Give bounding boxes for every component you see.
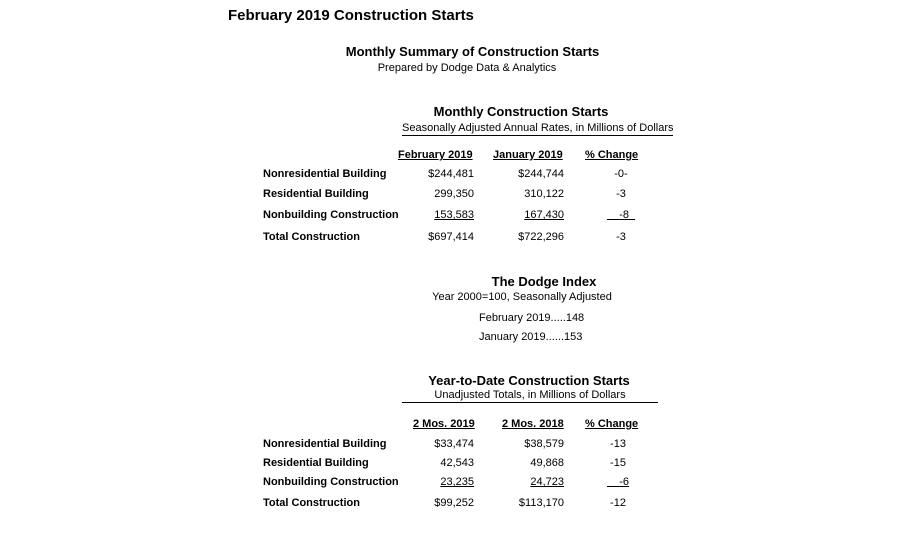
row-label: Nonresidential Building [263, 438, 387, 450]
row-value-current: $33,474 [434, 438, 474, 450]
ytd-header-current: 2 Mos. 2019 [413, 418, 475, 430]
page-title: February 2019 Construction Starts [228, 7, 474, 24]
row-value-previous: 24,723 [530, 476, 564, 488]
row-pct-change: -6 [619, 476, 629, 488]
row-value-previous: 167,430 [524, 209, 564, 221]
dodge-index-current: February 2019.....148 [479, 312, 585, 324]
monthly-title: Monthly Construction Starts [433, 104, 609, 119]
row-value-previous: $113,170 [518, 497, 564, 509]
row-label: Residential Building [263, 188, 369, 200]
dodge-index-title: The Dodge Index [491, 274, 597, 289]
row-pct-change: -8 [619, 209, 629, 221]
row-value-current: $244,481 [428, 168, 474, 180]
monthly-header-previous: January 2019 [493, 149, 563, 161]
row-value-current: $697,414 [428, 231, 474, 243]
summary-title: Monthly Summary of Construction Starts [345, 44, 600, 59]
ytd-subtitle: Unadjusted Totals, in Millions of Dollars [402, 389, 658, 403]
row-label: Residential Building [263, 457, 369, 469]
row-label: Nonbuilding Construction [263, 476, 399, 488]
monthly-header-current: February 2019 [398, 149, 473, 161]
row-pct-change: -12 [610, 497, 626, 509]
row-value-current: 153,583 [434, 209, 474, 221]
row-pct-change: -0- [614, 168, 628, 180]
row-value-current: 23,235 [440, 476, 474, 488]
ytd-header-previous: 2 Mos. 2018 [502, 418, 564, 430]
dodge-index-previous: January 2019......153 [479, 331, 583, 343]
row-value-previous: 310,122 [524, 188, 564, 200]
row-value-previous: $244,744 [518, 168, 564, 180]
row-pct-change: -13 [610, 438, 626, 450]
dodge-index-subtitle: Year 2000=100, Seasonally Adjusted [432, 291, 612, 303]
row-label: Nonresidential Building [263, 168, 387, 180]
row-value-current: 299,350 [434, 188, 474, 200]
summary-subtitle: Prepared by Dodge Data & Analytics [377, 62, 557, 74]
ytd-header-pct: % Change [585, 418, 639, 430]
monthly-subtitle: Seasonally Adjusted Annual Rates, in Millions of Dollars [402, 122, 674, 134]
row-value-current: 42,543 [440, 457, 474, 469]
row-value-previous: 49,868 [530, 457, 564, 469]
row-label: Total Construction [263, 497, 360, 509]
row-pct-change: -3 [616, 231, 626, 243]
row-label: Total Construction [263, 231, 360, 243]
row-pct-change: -15 [610, 457, 626, 469]
monthly-header-pct: % Change [585, 149, 639, 161]
ytd-title: Year-to-Date Construction Starts [428, 373, 630, 388]
row-value-current: $99,252 [434, 497, 474, 509]
row-value-previous: $722,296 [518, 231, 564, 243]
row-pct-change: -3 [616, 188, 626, 200]
row-label: Nonbuilding Construction [263, 209, 399, 221]
row-value-previous: $38,579 [524, 438, 564, 450]
